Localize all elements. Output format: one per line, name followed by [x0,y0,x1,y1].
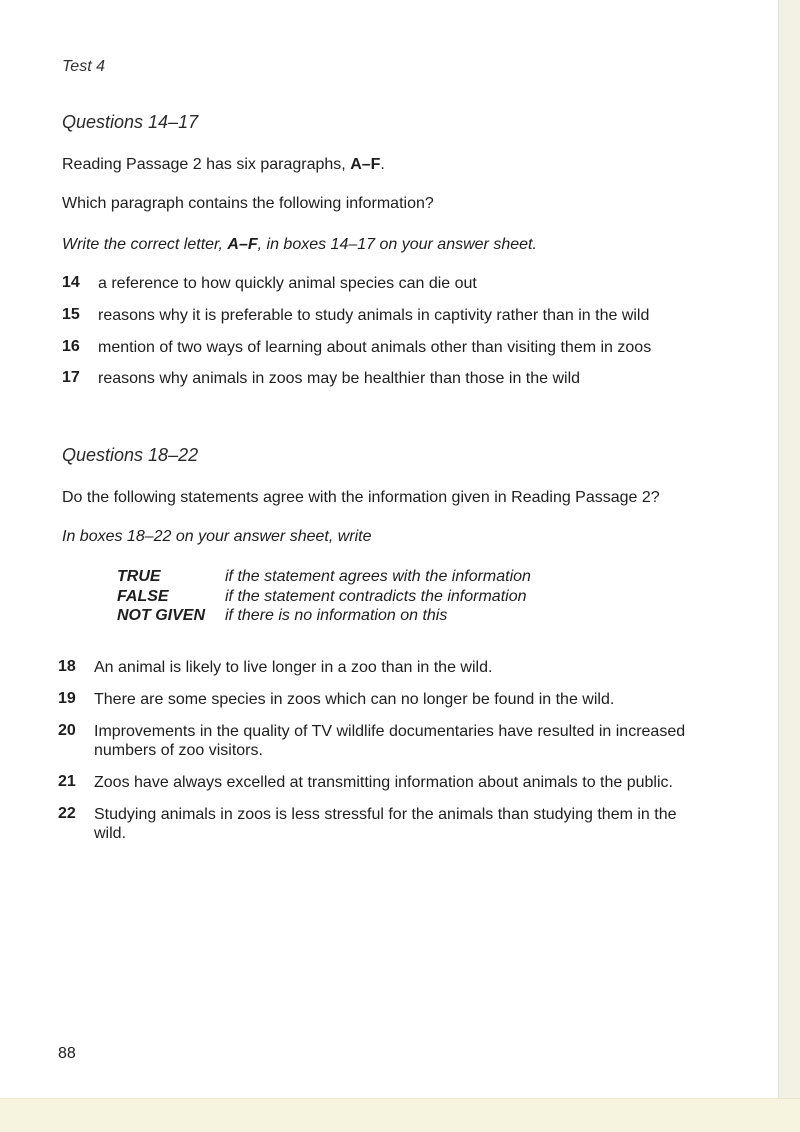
answer-key-true [117,568,531,586]
question-text: reasons why animals in zoos may be healthier than those in the wild [98,370,581,387]
section1-instruction-bold: A–F [227,236,258,253]
question-number: 19 [58,690,76,707]
section2-title: Questions 18–22 [62,445,199,465]
section1-intro-bold: A–F [350,156,381,173]
answer-key-desc: if the statement agrees with the information [225,568,531,585]
question-text: Studying animals in zoos is less stressful for the animals than studying them in the wild. [94,806,677,842]
question-number: 20 [58,722,76,739]
question-number: 14 [62,274,80,291]
question-item-21 [58,773,738,792]
section1-intro [62,156,385,174]
page-number: 88 [58,1045,76,1062]
question-text: Zoos have always excelled at transmitting information about animals to the public. [94,774,673,791]
question-text: There are some species in zoos which can no longer be found in the wild. [94,691,615,708]
question-text: An animal is likely to live longer in a zoo than in the wild. [94,659,493,676]
answer-key-label: NOT GIVEN [117,607,206,624]
section1-intro-text: Reading Passage 2 has six paragraphs, [62,156,351,173]
question-item-22 [58,805,698,843]
page-header: Test 4 [62,58,105,75]
answer-key-not-given [117,607,447,625]
question-item-16 [62,338,742,357]
question-text: mention of two ways of learning about animals other than visiting them in zoos [98,339,652,356]
question-number: 16 [62,338,80,355]
section1-title: Questions 14–17 [62,112,199,132]
answer-key-false [117,588,526,606]
question-item-14 [62,274,742,293]
section1-instruction [62,236,537,254]
question-number: 17 [62,369,80,386]
question-text: a reference to how quickly animal species can die out [98,275,477,292]
question-number: 15 [62,306,80,323]
question-item-15 [62,306,742,325]
answer-key-desc: if the statement contradicts the information [225,588,527,605]
section2-instruction: In boxes 18–22 on your answer sheet, write [62,528,372,545]
question-text: reasons why it is preferable to study animals in captivity rather than in the wild [98,307,650,324]
answer-key-label: FALSE [117,588,169,605]
answer-key-label: TRUE [117,568,161,585]
question-number: 21 [58,773,76,790]
page-edge-right [778,0,800,1131]
question-item-20 [58,722,738,760]
section1-instruction-end: , in boxes 14–17 on your answer sheet. [257,236,537,253]
question-number: 22 [58,805,76,822]
question-number: 18 [58,658,76,675]
question-item-17 [62,369,742,388]
page-edge-bottom [0,1098,800,1132]
question-item-19 [58,690,738,709]
answer-key-desc: if there is no information on this [225,607,448,624]
section2-intro: Do the following statements agree with the information given in Reading Passage 2? [62,489,660,506]
section1-question-line: Which paragraph contains the following information? [62,195,434,212]
question-item-18 [58,658,738,677]
section1-instruction-text: Write the correct letter, [62,236,228,253]
section1-intro-end: . [380,156,385,173]
question-text: Improvements in the quality of TV wildlife documentaries have resulted in increased numbers of zoo visitors. [94,723,686,759]
